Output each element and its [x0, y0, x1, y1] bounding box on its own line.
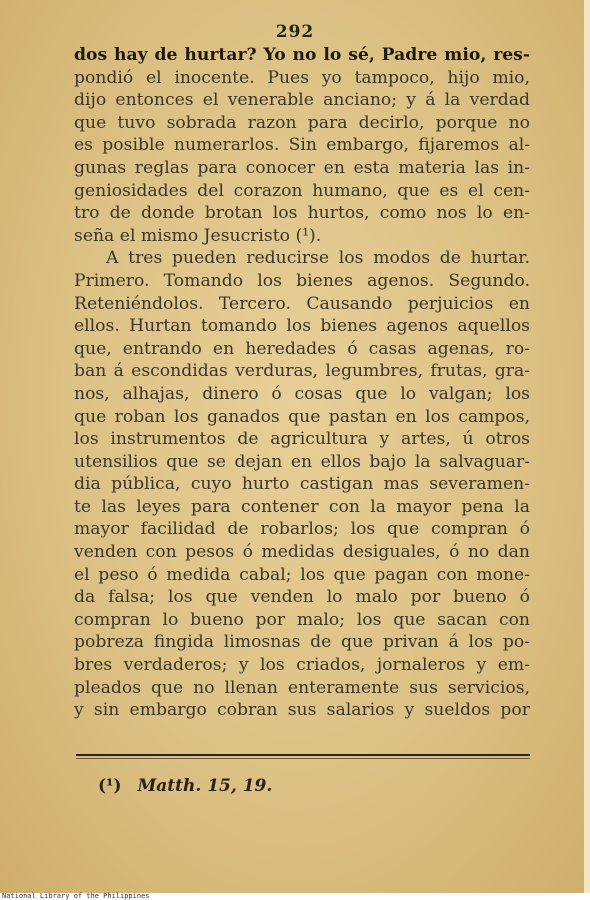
text-line: ellos. Hurtan tomando los bienes agenos aquellos	[74, 316, 530, 337]
text-line: A tres pueden reducirse los modos de hurtar.	[106, 248, 530, 269]
footer-credit: National Library of the Philippines	[2, 892, 150, 900]
text-line: geniosidades del corazon humano, que es el cen-	[74, 180, 530, 201]
text-line: gunas reglas para conocer en esta materia las in-	[74, 157, 530, 178]
text-line: Primero. Tomando los bienes agenos. Segundo.	[74, 270, 530, 291]
text-line: que roban los ganados que pastan en los campos,	[74, 406, 530, 427]
text-line: los instrumentos de agricultura y artes, ú otros	[74, 429, 530, 450]
text-line: utensilios que se dejan en ellos bajo la salvaguar-	[74, 451, 530, 472]
page-edge	[584, 0, 590, 893]
page-number: 292	[275, 22, 315, 42]
text-line: nos, alhajas, dinero ó cosas que lo valgan; los	[74, 383, 530, 404]
text-line: tro de donde brotan los hurtos, como nos lo en-	[74, 203, 530, 224]
text-line: pobreza fingida limosnas de que privan á los po-	[74, 632, 530, 653]
text-line: te las leyes para contener con la mayor pena la	[74, 496, 530, 517]
text-line: dos hay de hurtar? Yo no lo sé, Padre mio, res-	[74, 45, 530, 65]
text-line: y sin embargo cobran sus salarios y sueldos por	[74, 700, 530, 721]
footnote-mark: (¹)	[98, 776, 122, 796]
text-line: mayor facilidad de robarlos; los que compran ó	[74, 519, 530, 540]
text-line: pondió el inocente. Pues yo tampoco, hijo mio,	[74, 67, 530, 88]
text-line: pleados que no llenan enteramente sus servicios,	[74, 677, 530, 698]
text-line: que, entrando en heredades ó casas agenas, ro-	[74, 338, 530, 359]
text-line: compran lo bueno por malo; los que sacan con	[74, 609, 530, 630]
text-line: venden con pesos ó medidas desiguales, ó no dan	[74, 542, 530, 563]
text-line: seña el mismo Jesucristo (¹).	[74, 225, 322, 246]
footnote-divider	[76, 754, 530, 756]
text-line: ban á escondidas verduras, legumbres, frutas, gra-	[74, 361, 530, 382]
footnote-divider-thin	[76, 758, 530, 759]
text-line: dijo entonces el venerable anciano; y á la verdad	[74, 90, 530, 111]
text-line: el peso ó medida cabal; los que pagan con mone-	[74, 564, 530, 585]
text-line: da falsa; los que venden lo malo por bueno ó	[74, 587, 530, 608]
footnote	[98, 776, 272, 796]
text-line: bres verdaderos; y los criados, jornaleros y em-	[74, 655, 530, 676]
text-line: Reteniéndolos. Tercero. Causando perjuicios en	[74, 293, 530, 314]
text-line: que tuvo sobrada razon para decirlo, porque no	[74, 112, 530, 133]
text-line: es posible numerarlos. Sin embargo, fijaremos al-	[74, 135, 530, 156]
text-line: dia pública, cuyo hurto castigan mas severamen-	[74, 474, 530, 495]
footnote-text: Matth. 15, 19.	[137, 776, 273, 796]
body-text	[74, 44, 530, 722]
